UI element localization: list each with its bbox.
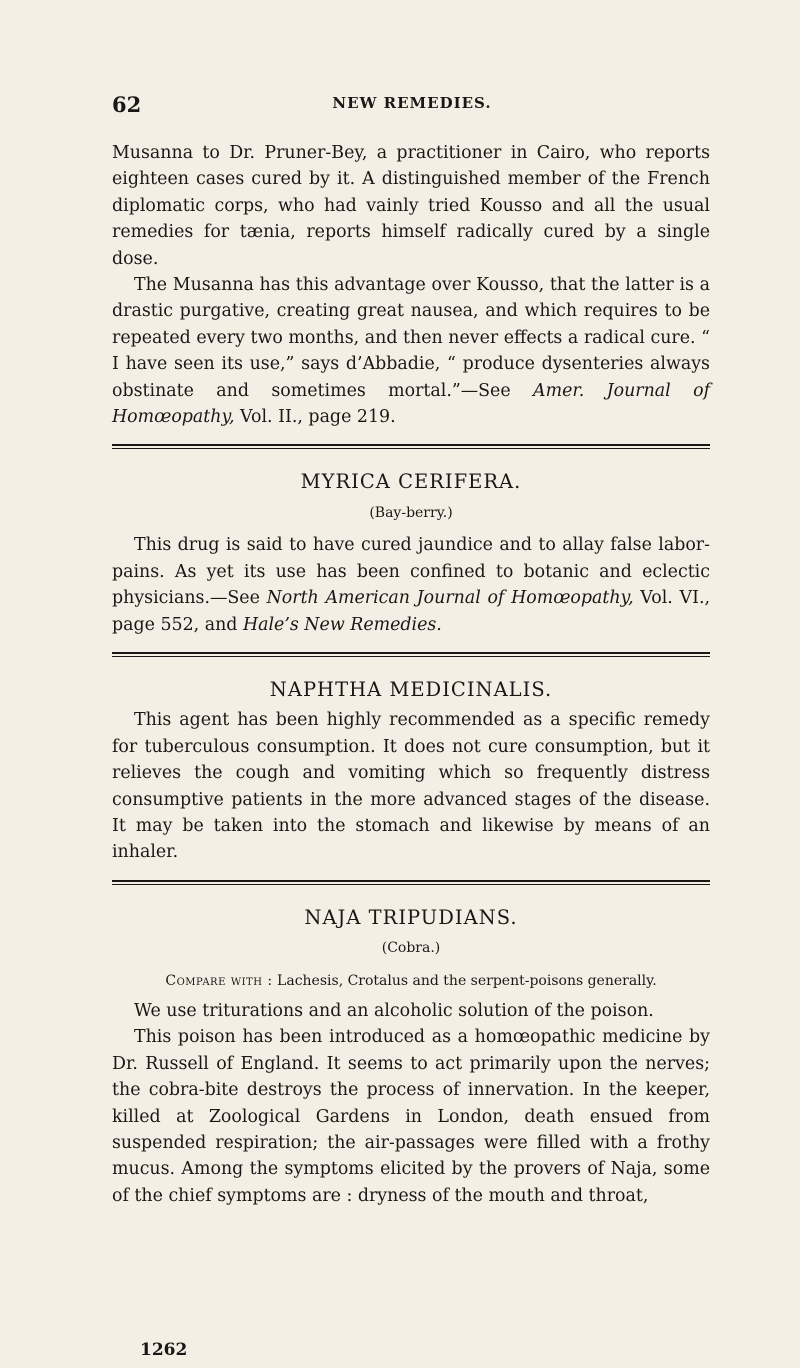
intro-text-a: The Musanna has this advantage over Kousso, that the latter is a drastic purgative, creating great nausea, and which requires to be repeated every two months, and then never effects a radical cure. “ I have seen its use,” says d’Abbadie, “ produce dysenteries always obstinate and sometimes mortal.”—See — [112, 275, 710, 401]
naphtha-title: NAPHTHA MEDICINALIS. — [269, 677, 553, 701]
running-title: NEW REMEDIES. — [332, 94, 492, 112]
myrica-subtitle: (Bay-berry.) — [369, 504, 453, 521]
naja-subtitle: (Cobra.) — [381, 940, 441, 957]
naja-paragraph-2: This poison has been introduced as a homœopathic medicine by Dr. Russell of England. It seems to act primarily upon the nerves; the cobra-bite destroys the process of innervation. In the keeper, killed at Zoological Gardens in London, death ensued from suspended respiration; the air-passages were filled with a frothy mucus. Among the symptoms elicited by the provers of Naja, some of the chief symptoms are : dryness of the mouth and throat, — [112, 1027, 710, 1206]
myrica-reference-1: North American Journal of Homœopathy, — [266, 588, 634, 609]
running-head — [112, 92, 712, 116]
compare-text: Lachesis, Crotalus and the serpent-poisons generally. — [272, 972, 657, 989]
naphtha-paragraph: This agent has been highly recommended as a specific remedy for tuberculous consumption. It does not cure consumption, but it relieves the cough and vomiting which so frequently distress consumptive patients in the more advanced stages of the disease. It may be taken into the stomach and likewise by means of an inhaler. — [112, 710, 710, 863]
myrica-text-a: This drug is said to have cured jaundice and to allay false labor-pains. As yet its use has been confined to botanic and eclectic physicians.—See — [112, 535, 710, 609]
intro-text-b: Vol. II., page 219. — [234, 407, 396, 428]
naja-title: NAJA TRIPUDIANS. — [304, 905, 518, 929]
intro-reference: Amer. Journal of Homœopathy, — [112, 380, 711, 428]
page-body — [112, 140, 710, 1209]
naja-paragraph-1: We use triturations and an alcoholic solution of the poison. — [134, 1000, 654, 1021]
section-divider-2 — [112, 652, 710, 657]
intro-paragraph-2 — [112, 272, 710, 430]
page-number: 62 — [112, 92, 142, 117]
myrica-text-b: Vol. VI., page 552, and — [112, 588, 710, 635]
naja-compare-line — [112, 968, 710, 994]
signature-mark: 1262 — [140, 1340, 188, 1360]
myrica-reference-2: Hale’s New Remedies. — [242, 614, 442, 635]
myrica-paragraph — [112, 532, 710, 638]
intro-paragraph-1: Musanna to Dr. Pruner-Bey, a practitioner in Cairo, who reports eighteen cases cured by it. A distinguished member of the French diplomatic corps, who had vainly tried Kousso and all the usual remedies for tænia, reports himself radically cured by a single dose. — [112, 143, 710, 269]
compare-label: Compare with : — [165, 972, 273, 989]
section-divider-3 — [112, 880, 710, 885]
section-divider-1 — [112, 444, 710, 449]
myrica-title: MYRICA CERIFERA. — [300, 470, 522, 494]
